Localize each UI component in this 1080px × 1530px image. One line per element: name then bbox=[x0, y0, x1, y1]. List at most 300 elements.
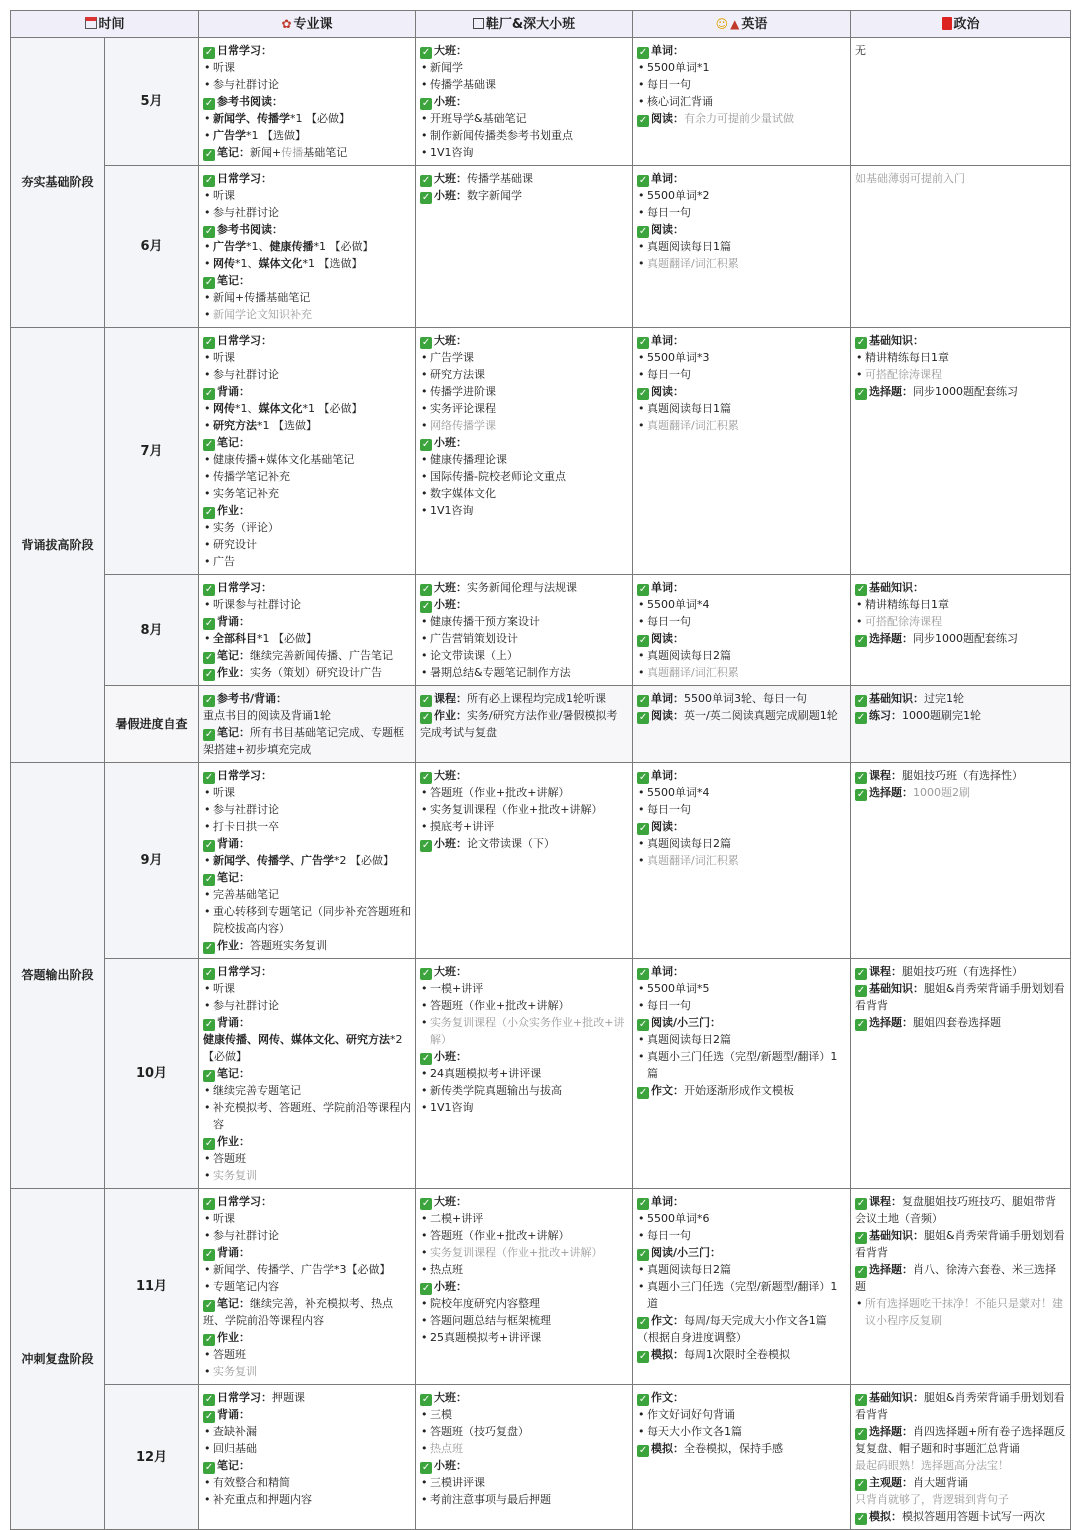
bold-text: 网传 bbox=[213, 257, 236, 270]
item-key: 阅读 bbox=[651, 632, 674, 645]
item-text: 国际传播-院校老师论文重点 bbox=[430, 470, 566, 483]
bullet-item bbox=[420, 1065, 628, 1082]
bullet-item bbox=[637, 613, 846, 630]
check-icon: ✓ bbox=[638, 968, 648, 979]
item-key: 作业 bbox=[434, 709, 457, 722]
check-line bbox=[203, 93, 411, 110]
check-icon: ✓ bbox=[421, 47, 431, 58]
check-icon: ✓ bbox=[856, 1513, 866, 1524]
item-text: 真题阅读每日1篇 bbox=[647, 402, 732, 415]
colon: ： bbox=[261, 581, 273, 594]
check-icon: ✓ bbox=[856, 1428, 866, 1439]
item-text: 英一/英二阅读真题完成刷题1轮 bbox=[684, 709, 838, 722]
item-text: 传播学基础课 bbox=[467, 172, 534, 185]
item-key: 日常学习 bbox=[217, 334, 262, 347]
colon: ： bbox=[710, 1016, 722, 1029]
item-text: 实务/研究方法作业/暑假模拟考 完成考试与复盘 bbox=[420, 709, 618, 739]
item-text: 实务新闻伦理与法规课 bbox=[467, 581, 578, 594]
bullet-item bbox=[203, 784, 411, 801]
item-key: 大班 bbox=[434, 44, 457, 57]
item-key: 作业 bbox=[217, 1135, 240, 1148]
check-line bbox=[637, 1082, 846, 1099]
check-icon: ✓ bbox=[204, 669, 214, 680]
cell bbox=[199, 959, 416, 1189]
check-icon: ✓ bbox=[856, 772, 866, 783]
bullet-item bbox=[420, 1440, 628, 1457]
colon: ： bbox=[891, 769, 903, 782]
check-line bbox=[420, 1048, 628, 1065]
bullet-item bbox=[420, 1210, 628, 1227]
colon: ： bbox=[902, 786, 914, 799]
item-text: 完善基础笔记 bbox=[213, 888, 280, 901]
text-line bbox=[855, 170, 1066, 187]
check-icon: ✓ bbox=[204, 1019, 214, 1030]
colon: ： bbox=[456, 1459, 468, 1472]
bullet-item bbox=[203, 801, 411, 818]
check-icon: ✓ bbox=[421, 175, 431, 186]
item-key: 模拟 bbox=[869, 1510, 892, 1523]
item-text: 模拟答题用答题卡试写一两次 bbox=[902, 1510, 1046, 1523]
item-text: 腿姐&肖秀荣背诵手册划划看看背背 bbox=[855, 1391, 1065, 1421]
colon: ： bbox=[456, 44, 468, 57]
bold-text: 全部科目 bbox=[213, 632, 258, 645]
check-line bbox=[637, 332, 846, 349]
check-icon: ✓ bbox=[204, 652, 214, 663]
check-line bbox=[855, 630, 1066, 647]
cell bbox=[416, 328, 633, 575]
gray-text: 实务复训课程（小众实务作业+批改+讲解） bbox=[430, 1016, 625, 1046]
bullet-item bbox=[637, 417, 846, 434]
item-text: 重点书目的阅读及背诵1轮 bbox=[203, 709, 332, 722]
item-key: 单词 bbox=[651, 965, 674, 978]
check-icon: ✓ bbox=[421, 601, 431, 612]
item-key: 作文 bbox=[651, 1391, 674, 1404]
item-key: 作业 bbox=[217, 504, 240, 517]
item-text: 健康传播理论课 bbox=[430, 453, 508, 466]
bullet-item bbox=[203, 1440, 411, 1457]
check-line bbox=[203, 272, 411, 289]
bullet-item bbox=[420, 1014, 628, 1048]
header-zhuanye: ✿ 专业课 bbox=[199, 11, 416, 38]
item-key: 课程 bbox=[869, 769, 892, 782]
item-key: 选择题 bbox=[869, 786, 903, 799]
item-key: 参考书阅读 bbox=[217, 223, 273, 236]
colon: ： bbox=[456, 965, 468, 978]
check-line bbox=[855, 963, 1066, 980]
item-text: 腿姐&肖秀荣背诵手册划划看看背背 bbox=[855, 982, 1065, 1012]
colon: ： bbox=[902, 1016, 914, 1029]
bullet-item bbox=[637, 366, 846, 383]
item-text: 真题阅读每日2篇 bbox=[647, 837, 732, 850]
bullet-item bbox=[203, 1278, 411, 1295]
colon: ： bbox=[239, 1408, 251, 1421]
item-key: 小班 bbox=[434, 189, 457, 202]
item-text: 实务笔记补充 bbox=[213, 487, 280, 500]
colon: ： bbox=[456, 436, 468, 449]
bold-text: 健康传播 bbox=[269, 240, 314, 253]
item-text: 每天大小作文各1篇 bbox=[647, 1425, 743, 1438]
cell bbox=[416, 38, 633, 166]
colon: ： bbox=[673, 172, 685, 185]
item-text: *1 【必做】 bbox=[257, 632, 318, 645]
row-august bbox=[11, 575, 1071, 686]
cell bbox=[851, 1385, 1071, 1530]
colon: ： bbox=[456, 95, 468, 108]
bullet-item bbox=[420, 1406, 628, 1423]
item-key: 小班 bbox=[434, 1459, 457, 1472]
check-icon: ✓ bbox=[421, 1198, 431, 1209]
colon: ： bbox=[239, 871, 251, 884]
item-text: 肖八、徐涛六套卷、米三选择题 bbox=[855, 1263, 1057, 1293]
gray-text: 真题翻译/词汇积累 bbox=[647, 666, 739, 679]
item-text: 全卷模拟，保持手感 bbox=[684, 1442, 784, 1455]
bullet-item bbox=[203, 980, 411, 997]
check-icon: ✓ bbox=[638, 226, 648, 237]
colon: ： bbox=[673, 769, 685, 782]
bullet-item bbox=[637, 1278, 846, 1312]
item-text: 真题小三门任选（完型/新题型/翻译）1篇 bbox=[647, 1050, 838, 1080]
item-key: 阅读 bbox=[651, 223, 674, 236]
check-icon: ✓ bbox=[638, 1394, 648, 1405]
cell bbox=[199, 1189, 416, 1385]
item-text: 补充重点和押题内容 bbox=[213, 1493, 313, 1506]
bullet-item bbox=[203, 1167, 411, 1184]
item-key: 阅读/小三门 bbox=[651, 1246, 711, 1259]
gray-text: 1000题2刷 bbox=[913, 786, 971, 799]
check-line bbox=[420, 332, 628, 349]
stage-foundation: 夯实基础阶段 bbox=[11, 38, 105, 328]
check-icon: ✓ bbox=[421, 772, 431, 783]
item-key: 日常学习 bbox=[217, 1195, 262, 1208]
item-key: 基础知识 bbox=[869, 334, 914, 347]
check-icon: ✓ bbox=[204, 1300, 214, 1311]
bullet-item bbox=[203, 1150, 411, 1167]
check-line bbox=[420, 1278, 628, 1295]
item-key: 单词 bbox=[651, 1195, 674, 1208]
cell bbox=[416, 166, 633, 328]
check-icon: ✓ bbox=[204, 1411, 214, 1422]
bullet-item bbox=[420, 400, 628, 417]
bullet-item bbox=[855, 349, 1066, 366]
cell bbox=[416, 686, 633, 763]
bullet-item bbox=[203, 1261, 411, 1278]
bullet-item bbox=[203, 468, 411, 485]
item-text: 5500单词*5 bbox=[647, 982, 710, 995]
gray-text: 可搭配徐涛课程 bbox=[865, 615, 943, 628]
check-icon: ✓ bbox=[204, 772, 214, 783]
item-key: 大班 bbox=[434, 769, 457, 782]
check-icon: ✓ bbox=[204, 277, 214, 288]
bullet-item bbox=[637, 1227, 846, 1244]
item-key: 主观题 bbox=[869, 1476, 903, 1489]
check-line bbox=[203, 383, 411, 400]
check-line bbox=[203, 1244, 411, 1261]
item-key: 阅读 bbox=[651, 385, 674, 398]
item-text: 真题小三门任选（完型/新题型/翻译）1道 bbox=[647, 1280, 838, 1310]
check-icon: ✓ bbox=[421, 968, 431, 979]
sparkle-icon: ✿ bbox=[281, 16, 292, 31]
item-text: 考前注意事项与最后押题 bbox=[430, 1493, 552, 1506]
item-text: 25真题模拟考+讲评课 bbox=[430, 1331, 542, 1344]
cell bbox=[633, 763, 851, 959]
check-icon: ✓ bbox=[638, 823, 648, 834]
bullet-item bbox=[420, 647, 628, 664]
item-key: 阅读/小三门 bbox=[651, 1016, 711, 1029]
bullet-item bbox=[637, 596, 846, 613]
check-line bbox=[637, 707, 846, 724]
item-key: 阅读 bbox=[651, 820, 674, 833]
bullet-item bbox=[420, 1244, 628, 1261]
bullet-item bbox=[203, 1210, 411, 1227]
item-key: 作业 bbox=[217, 939, 240, 952]
check-icon: ✓ bbox=[421, 1283, 431, 1294]
bullet-item bbox=[637, 852, 846, 869]
bullet-item bbox=[420, 1423, 628, 1440]
item-key: 日常学习 bbox=[217, 965, 262, 978]
check-line bbox=[203, 332, 411, 349]
colon: ： bbox=[913, 1391, 925, 1404]
bullet-item bbox=[203, 59, 411, 76]
colon: ： bbox=[456, 1050, 468, 1063]
check-line bbox=[203, 767, 411, 784]
row-september bbox=[11, 763, 1071, 959]
item-text: 5500单词*4 bbox=[647, 598, 710, 611]
item-text: *1 【选做】 bbox=[257, 419, 318, 432]
check-line bbox=[203, 664, 411, 681]
item-key: 选择题 bbox=[869, 385, 903, 398]
bullet-item bbox=[637, 204, 846, 221]
cell bbox=[633, 38, 851, 166]
item-text: 1000题刷完1轮 bbox=[902, 709, 982, 722]
gray-text: 热点班 bbox=[430, 1442, 464, 1455]
bold-text: 广告学 bbox=[213, 240, 247, 253]
bullet-item bbox=[203, 1423, 411, 1440]
item-text: 新闻学、传播学、广告学*3【必做】 bbox=[213, 1263, 391, 1276]
item-text: 腿姐技巧班（有选择性） bbox=[902, 769, 1024, 782]
item-key: 选择题 bbox=[869, 632, 903, 645]
item-text: 每日一句 bbox=[647, 78, 692, 91]
item-key: 背诵 bbox=[217, 1246, 240, 1259]
bullet-item bbox=[203, 1082, 411, 1099]
colon: ： bbox=[673, 1314, 685, 1327]
item-text: 基础笔记 bbox=[303, 146, 348, 159]
bullet-item bbox=[203, 1099, 411, 1133]
item-text: 开始逐渐形成作文模板 bbox=[684, 1084, 795, 1097]
item-key: 背诵 bbox=[217, 385, 240, 398]
colon: ： bbox=[902, 1425, 914, 1438]
bullet-item bbox=[203, 886, 411, 903]
bullet-item bbox=[420, 997, 628, 1014]
row-review bbox=[11, 686, 1071, 763]
study-plan-table bbox=[10, 10, 1071, 1530]
bold-text: 新闻学、传播学 bbox=[213, 112, 291, 125]
check-icon: ✓ bbox=[204, 618, 214, 629]
check-icon: ✓ bbox=[204, 1138, 214, 1149]
check-line bbox=[203, 724, 411, 758]
month-august: 8月 bbox=[105, 575, 199, 686]
item-key: 背诵 bbox=[217, 1408, 240, 1421]
check-line bbox=[855, 980, 1066, 1014]
colon: ： bbox=[891, 1510, 903, 1523]
colon: ： bbox=[456, 598, 468, 611]
bullet-item bbox=[203, 1346, 411, 1363]
item-text: 暑期总结&专题笔记制作方法 bbox=[430, 666, 571, 679]
item-text: 健康传播干预方案设计 bbox=[430, 615, 541, 628]
gray-text: 真题翻译/词汇积累 bbox=[647, 257, 739, 270]
colon: ： bbox=[239, 1459, 251, 1472]
bold-text: 新闻学、传播学、广告学 bbox=[213, 854, 335, 867]
gray-text: 有余力可提前少量试做 bbox=[684, 112, 795, 125]
bullet-item bbox=[203, 238, 411, 255]
bullet-item bbox=[420, 1329, 628, 1346]
bullet-item bbox=[637, 647, 846, 664]
colon: ： bbox=[673, 385, 685, 398]
item-text: 听课参与社群讨论 bbox=[213, 598, 302, 611]
bullet-item bbox=[420, 1312, 628, 1329]
item-text: 听课 bbox=[213, 61, 236, 74]
bullet-item bbox=[203, 596, 411, 613]
bullet-item bbox=[420, 502, 628, 519]
building-icon: ▲ bbox=[730, 16, 740, 31]
item-key: 大班 bbox=[434, 334, 457, 347]
gray-text: 真题翻译/词汇积累 bbox=[647, 854, 739, 867]
cell bbox=[199, 686, 416, 763]
check-line bbox=[637, 767, 846, 784]
colon: ： bbox=[913, 1229, 925, 1242]
colon: ： bbox=[272, 95, 284, 108]
bullet-item bbox=[420, 144, 628, 161]
item-text: 回归基础 bbox=[213, 1442, 258, 1455]
check-line bbox=[203, 1065, 411, 1082]
check-line bbox=[203, 502, 411, 519]
header-row bbox=[11, 11, 1071, 38]
item-key: 单词 bbox=[651, 581, 674, 594]
item-text: 真题阅读每日2篇 bbox=[647, 1263, 732, 1276]
check-line bbox=[855, 1193, 1066, 1227]
check-line bbox=[637, 1193, 846, 1210]
bullet-item bbox=[637, 801, 846, 818]
check-icon: ✓ bbox=[638, 584, 648, 595]
item-text: *2【必做】 bbox=[203, 1033, 403, 1063]
check-icon: ✓ bbox=[638, 175, 648, 186]
item-text: *2 【必做】 bbox=[334, 854, 395, 867]
colon: ： bbox=[239, 726, 251, 739]
bullet-item bbox=[203, 366, 411, 383]
item-text: 继续完善新闻传播、广告笔记 bbox=[250, 649, 394, 662]
check-icon: ✓ bbox=[204, 1249, 214, 1260]
item-text: *1、 bbox=[235, 402, 259, 415]
item-text: 听课 bbox=[213, 189, 236, 202]
item-key: 参考书阅读 bbox=[217, 95, 273, 108]
bullet-item bbox=[855, 366, 1066, 383]
cell bbox=[633, 1385, 851, 1530]
bullet-item bbox=[420, 451, 628, 468]
check-line bbox=[855, 1014, 1066, 1031]
item-text: 有效整合和精简 bbox=[213, 1476, 291, 1489]
item-text: 24真题模拟考+讲评课 bbox=[430, 1067, 542, 1080]
check-icon: ✓ bbox=[856, 635, 866, 646]
check-icon: ✓ bbox=[421, 439, 431, 450]
bullet-item bbox=[203, 306, 411, 323]
check-line bbox=[203, 221, 411, 238]
bullet-item bbox=[420, 110, 628, 127]
check-line bbox=[420, 963, 628, 980]
cell bbox=[851, 166, 1071, 328]
check-line bbox=[637, 383, 846, 400]
item-text: 答题班（作业+批改+讲解） bbox=[430, 1229, 570, 1242]
check-icon: ✓ bbox=[638, 1019, 648, 1030]
colon: ： bbox=[673, 1442, 685, 1455]
colon: ： bbox=[261, 44, 273, 57]
item-text: 5500单词*4 bbox=[647, 786, 710, 799]
item-key: 笔记 bbox=[217, 726, 240, 739]
item-key: 小班 bbox=[434, 837, 457, 850]
item-text: 每日一句 bbox=[647, 206, 692, 219]
item-text: 院校年度研究内容整理 bbox=[430, 1297, 541, 1310]
header-english: ☺ ▲ 英语 bbox=[633, 11, 851, 38]
bold-text: 研究方法 bbox=[213, 419, 258, 432]
colon: ： bbox=[902, 632, 914, 645]
item-text: 同步1000题配套练习 bbox=[913, 385, 1019, 398]
item-key: 日常学习 bbox=[217, 1391, 262, 1404]
check-line bbox=[203, 144, 411, 161]
colon: ： bbox=[239, 939, 251, 952]
check-line bbox=[637, 818, 846, 835]
bullet-item bbox=[637, 93, 846, 110]
colon: ： bbox=[891, 709, 903, 722]
item-text: 三模讲评课 bbox=[430, 1476, 486, 1489]
cell bbox=[199, 763, 416, 959]
item-key: 日常学习 bbox=[217, 172, 262, 185]
check-icon: ✓ bbox=[856, 985, 866, 996]
check-icon: ✓ bbox=[204, 1334, 214, 1345]
cell bbox=[633, 328, 851, 575]
colon: ： bbox=[239, 666, 251, 679]
item-text: 开班导学&基础笔记 bbox=[430, 112, 527, 125]
colon: ： bbox=[673, 709, 685, 722]
item-text: 5500单词*2 bbox=[647, 189, 710, 202]
check-line bbox=[855, 1508, 1066, 1525]
check-line bbox=[203, 579, 411, 596]
check-icon: ✓ bbox=[638, 772, 648, 783]
item-text: 肖大题背诵 bbox=[913, 1476, 969, 1489]
check-line bbox=[420, 93, 628, 110]
check-icon: ✓ bbox=[204, 1462, 214, 1473]
colon: ： bbox=[456, 172, 468, 185]
item-text: 押题课 bbox=[272, 1391, 306, 1404]
item-text: 继续完善专题笔记 bbox=[213, 1084, 302, 1097]
colon: ： bbox=[456, 581, 468, 594]
colon: ： bbox=[239, 649, 251, 662]
bullet-item bbox=[203, 349, 411, 366]
cell bbox=[633, 686, 851, 763]
check-line bbox=[855, 1389, 1066, 1423]
item-text: 实务复训课程（作业+批改+讲解） bbox=[430, 803, 603, 816]
item-text: 补充模拟考、答题班、学院前沿等课程内容 bbox=[213, 1101, 412, 1131]
colon: ： bbox=[239, 1016, 251, 1029]
row-may bbox=[11, 38, 1071, 166]
colon: ： bbox=[261, 1391, 273, 1404]
cell bbox=[851, 686, 1071, 763]
gray-text: 所有选择题吃干抹净！不能只是蒙对！建议小程序反复刷 bbox=[865, 1297, 1064, 1327]
bullet-item bbox=[203, 127, 411, 144]
check-icon: ✓ bbox=[204, 695, 214, 706]
colon: ： bbox=[673, 44, 685, 57]
check-line bbox=[420, 42, 628, 59]
colon: ： bbox=[239, 504, 251, 517]
colon: ： bbox=[456, 837, 468, 850]
colon: ： bbox=[261, 965, 273, 978]
